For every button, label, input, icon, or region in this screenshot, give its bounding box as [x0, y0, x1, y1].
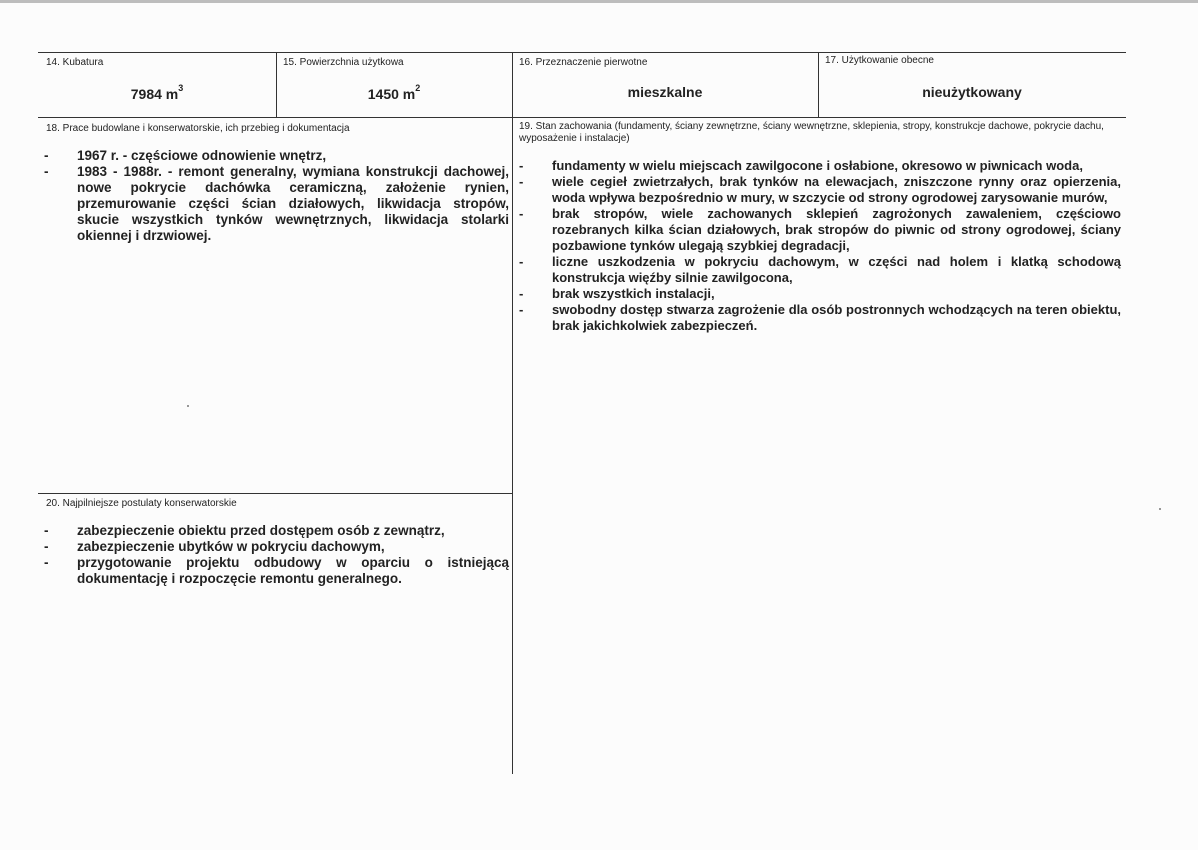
- scan-speck: [187, 405, 189, 407]
- list-item: - liczne uszkodzenia w pokryciu dachowym, w części nad holem i klatką schodową konstrukcja więźby silnie zawilgocona,: [519, 254, 1121, 285]
- list-item: - 1967 r. - częściowe odnowienie wnętrz,: [44, 148, 327, 163]
- section-18-list: [44, 148, 509, 244]
- section-20-list: [44, 523, 509, 587]
- list-item: - fundamenty w wielu miejscach zawilgocone i osłabione, okresowo w piwnicach woda,: [519, 158, 1083, 173]
- col-divider-14-15: [276, 52, 277, 118]
- list-item: - wiele cegieł zwietrzałych, brak tynków na elewacjach, zniszczone rynny oraz opierzenia, woda wpływa bezpośrednio w mury, w szczycie od strony ogrodowej zarysowanie murów,: [519, 174, 1121, 205]
- col-divider-main: [512, 52, 513, 774]
- list-item: - zabezpieczenie ubytków w pokryciu dachowym,: [44, 539, 385, 554]
- section-20-label: 20. Najpilniejsze postulaty konserwatorskie: [46, 498, 237, 509]
- field-17-value: nieużytkowany: [922, 84, 1022, 100]
- list-item: - brak wszystkich instalacji,: [519, 286, 715, 301]
- list-item: - przygotowanie projektu odbudowy w oparciu o istniejącą dokumentację i rozpoczęcie remontu generalnego.: [44, 555, 509, 586]
- section-18-label: 18. Prace budowlane i konserwatorskie, ich przebieg i dokumentacja: [46, 123, 350, 134]
- list-item: - swobodny dostęp stwarza zagrożenie dla osób postronnych wchodzących na teren obiektu, brak jakichkolwiek zabezpieczeń.: [519, 302, 1121, 333]
- section-19-label: 19. Stan zachowania (fundamenty, ściany zewnętrzne, ściany wewnętrzne, sklepienia, stropy, konstrukcje dachowe, pokrycie dachu, wyposażenie i instalacje): [519, 121, 1104, 144]
- field-16-label: 16. Przeznaczenie pierwotne: [519, 57, 648, 68]
- field-17-label: 17. Użytkowanie obecne: [825, 55, 934, 66]
- row-divider-1: [38, 117, 1126, 118]
- field-15-label: 15. Powierzchnia użytkowa: [283, 57, 404, 68]
- list-item: - 1983 - 1988r. - remont generalny, wymiana konstrukcji dachowej, nowe pokrycie dachówka ceramiczną, założenie rynien, przemurowanie części ścian działowych, likwidacja stropów, skucie wszystkich tynków wewnętrznych, likwidacja stolarki okiennej i drzwiowej.: [44, 164, 509, 243]
- field-14-label: 14. Kubatura: [46, 57, 104, 68]
- scan-speck: [1159, 508, 1161, 510]
- list-item: - brak stropów, wiele zachowanych sklepień zagrożonych zawaleniem, częściowo rozebranych kilka ścian działowych, brak stropów do piwnic od strony ogrodowej, ściany pozbawione tynków ulegają szybkiej degradacji,: [519, 206, 1121, 253]
- field-16-value: mieszkalne: [627, 84, 703, 100]
- field-15-value: 1450 $m^2$: [367, 83, 421, 102]
- row-divider-2: [38, 493, 512, 494]
- top-border: [38, 52, 1126, 53]
- field-14-value: 7984 $m^3$: [130, 83, 184, 102]
- list-item: - zabezpieczenie obiektu przed dostępem osób z zewnątrz,: [44, 523, 445, 538]
- section-19-list: [519, 158, 1121, 334]
